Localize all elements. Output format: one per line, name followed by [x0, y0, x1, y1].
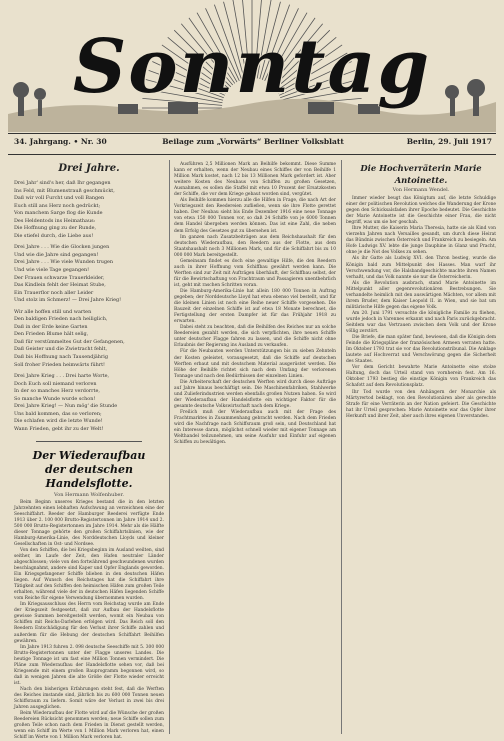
- column-rule: [169, 160, 170, 734]
- issue-info-bar: [14, 137, 492, 151]
- paragraph: Als die Revolution ausbrach, stand Marie Antoinette im Mittelpunkt aller gegenrevolutionären Bestrebungen. Sie verhandelte heimlich mit den auswärtigen Mächten, vor allem mit ihrem Bruder, dem Kaiser Leopold II. in Wien, und sie bat um militärische Hilfe gegen das eigene Volk.: [346, 281, 496, 311]
- article-body: [14, 500, 164, 741]
- poem-line: Und wie viele Tage gegangen!: [14, 267, 164, 275]
- poem-line: Doch Euch soll niemand verloren: [14, 381, 164, 389]
- poem-line: Drei Jahre . . . Wie viele Wunden trugen: [14, 259, 164, 267]
- issue-number: 34. Jahrgang. • Nr. 30: [14, 137, 107, 146]
- poem-line: So manche Wunde wurde schon!: [14, 396, 164, 404]
- poem-line: Und wie die Jahre sind gegangen!: [14, 252, 164, 260]
- paragraph: Dabei steht zu beachten, daß die Beihilfen des Reiches nur an solche Reedereien gezahlt werden, die sich verpflichten, ihre neuen Schiffe unter deutscher Flagge fahren zu lassen, und die Schiffe nicht ohne Erlaubnis der Regierung ins Ausland zu verkaufen.: [174, 325, 336, 349]
- poem-line: Daß bis Hoffnung nach Tausendjährig: [14, 354, 164, 362]
- poem-line: Ins Feld, mit Blumenstrauß geschmückt,: [14, 188, 164, 196]
- column-right: [346, 162, 496, 732]
- column-left: [14, 162, 164, 732]
- poem-line: Daß wir voll Furcht und voll Bangen: [14, 195, 164, 203]
- paragraph: Am 20. Juni 1791 versuchte die königliche Familie zu fliehen, wurde jedoch in Varennes erkannt und nach Paris zurückgebracht. Seitdem war das Vertrauen zwischen dem Volk und der Krone völlig zerstört.: [346, 311, 496, 335]
- poem-line: Der Frauen schwarze Trauerkleider,: [14, 275, 164, 283]
- poem-line: Von manchem Sarge flog die Kunde: [14, 210, 164, 218]
- paragraph: Als Beihilfe kommen hierzu alle die Hilfen in Frage, die nach Art der Vorkriegszeit den Reedereien zufließen, wenn sie ihre Flotte gerettet haben. Der Neubau sieht bis Ende Dezember 1916 eine neue Tonnage von etwa 150 000 Tonnen vor, so daß 24 Schiffe von je 6000 Tonnen dem Handel übergeben werden können. Das ist eine Zahl, die neben dem Erfolg des Gesetzes gut zu übersehen ist.: [174, 198, 336, 234]
- paragraph: Ihre Mutter, die Kaiserin Maria Theresia, hatte sie als Kind von vierzehn Jahren nach Versailles gesandt, um durch diese Heirat das Bündnis zwischen Österreich und Frankreich zu besiegeln. Am Hofe Ludwigs XV. lebte die junge Dauphine in Glanz und Pracht, ohne je die Not des Volkes zu sehen.: [346, 226, 496, 256]
- paragraph: Nach den bisherigen Erfahrungen steht fest, daß die Werften des Reiches imstande sind, jährlich bis zu 600 000 Tonnen neuen Schiffsraum zu liefern. Somit wäre der Verlust in zwei bis drei Jahren ausgeglichen.: [14, 687, 164, 711]
- article-byline: Von Hermann Wolfenhuber.: [14, 491, 164, 500]
- poem-line: Uns bald kommen, das so verloren;: [14, 411, 164, 419]
- poem-line: Daß in der Erde keine Garten: [14, 324, 164, 332]
- poem-line: Ein Trauerflor noch aller Leider: [14, 290, 164, 298]
- poem-line: Drei Jahre Krieg . . . Drei harte Worte,: [14, 373, 164, 381]
- poem-line: Soll froher Frieden heimwärts führt!: [14, 362, 164, 370]
- poem-line: Daß Geister und die Zwietracht fehlt,: [14, 346, 164, 354]
- paragraph: Im Kriegsausschluss des Herrn vom Reichstag wurde am Ende der Kriegszeit festgesetzt, daß zur Aufbau der Handelsflotte gewisse Summen bereitgestellt werden, womit ein Neubau von Schiffen mit Reichs-Darlehen erfolgen wird. Das Reich soll den Reedern Entschädigung für den Verlust ihrer Schiffe zahlen und außerdem für die Hebung der deutschen Schiffahrt Beihilfen gewähren.: [14, 602, 164, 644]
- article-headline: Die Hochverräterin Marie Antoinette.: [346, 162, 496, 186]
- poem-line: Drei Jahre Krieg! — Nun mög' die Stunde: [14, 403, 164, 411]
- paragraph: Die Hamburg-Amerika-Linie hat allein 180 000 Tonnen in Auftrag gegeben; der Norddeutsche Lloyd hat etwa ebenso viel bestellt, und für die kleinen Linien ist noch eine Reihe neuer Schiffe vorgesehen. Die Bauzeit der einzelnen Schiffe ist auf etwa 18 Monate berechnet, die Fertigstellung der ersten Dampfer ist für das Frühjahr 1918 zu erwarten.: [174, 289, 336, 325]
- poem-line: Wir alle hoffen still und warten: [14, 309, 164, 317]
- poem-line: Drei Jahre . . . Wie die Glocken jungen: [14, 244, 164, 252]
- paragraph: Im Jahre 1913 fuhren 2. 098 deutsche Seeschiffe mit 5. 300 000 Brutto-Registertonnen unter der Flagge unseres Landes. Die heutige Tonnage ist um fast eine Million Tonnen vermindert. Die Pläne zum Wiederaufbau der Handelsflotte sehen vor, daß bei Kriegsende mit einem großen Bauprogramm begonnen wird, so daß in wenigen Jahren die alte Größe der Flotte wieder erreicht ist.: [14, 645, 164, 687]
- poem-title: Drei Jahre.: [14, 162, 164, 176]
- poem-stanza: [14, 244, 164, 304]
- paragraph: Beim Wiederaufbau der Flotte wird auf die Wünsche der großen Reedereien Rücksicht genommen werden; neue Schiffe sollen zum großen Teile schon nach dem Frieden in Dienst gestellt werden, wenn ein Schiff im Werte von 1 Million Mark verloren hat, einen Schiff im Werte von 1 Million Mark verloren hat.: [14, 711, 164, 741]
- poem-line: Den Frieden Blume hält selig,: [14, 331, 164, 339]
- paragraph: Beim Beginn unseres Krieges bestand die in den letzten Jahrzehnten einen lebhaften Aufschwung an verzeichnen eine der Seeschiffahrt. Reeder der Hamburger Reederei verfügte Ende 1913 über 2. 100 000 Brutto-Registertonnen im Jahre 1914 und 2. 500 000 Brutto-Registertonnen im Jahre 1914. Mehr als die Hälfte dieser Tonnage gehörte den großen Schiffahrtslinien, wie der Hamburg-Amerika-Linie, des Norddeutschen Lloyds und kleiner Gesellschaften in Ost- und Nordsee.: [14, 500, 164, 548]
- paragraph: Für die Neubauten werden Unterstützungen bis zu sieben Zehnteln der Kosten geleistet, vorausgesetzt, daß die Schiffe auf deutschen Werften erbaut und mit deutschem Material ausgerüstet werden. Die Höhe der Beihilfe richtet sich nach dem Umfang der verlorenen Tonnage und nach den Bedürfnissen der einzelnen Linien.: [174, 349, 336, 379]
- poem-line: Den baldigen Frieden nach heiliglich,: [14, 316, 164, 324]
- poem-line: Des Heldentods ins Heimathaus:: [14, 218, 164, 226]
- poem-line: Die schlafen wird die letzte Wunde!: [14, 418, 164, 426]
- supplement-line: Beilage zum „Vorwärts“ Berliner Volksblatt: [14, 137, 492, 146]
- article-headline-2: der deutschen Handelsflotte.: [14, 463, 164, 491]
- poem-stanza: [14, 180, 164, 240]
- paragraph: Ausführen 2,5 Millionen Mark an Beihilfe bekommt. Diese Summe kann er erhalten, wenn der Neubau eines Schiffes der von Beihilfe 1 Million Mark kostet, nach 12 bis 13 Millionen Mark gefordert ist. Aber weitere Kosten des Neubaus von Schiffen zu großen Gesetzen, Ausnahmen, es sollen die Staffel mit etwa 10 Prozent der Ersatzkosten der Schiffe, die vor dem Kriege gebaut worden sind, vergütet.: [174, 162, 336, 198]
- paragraph: Als ihr Gatte als Ludwig XVI. den Thron bestieg, wurde die Königin bald zum Mittelpunkt des Hasses. Man warf ihr Verschwendung vor, die Halsbandgeschichte machte ihren Namen verhaßt, und das Volk nannte sie nur die Österreicherin.: [346, 256, 496, 280]
- article-body: [346, 196, 496, 420]
- paragraph: Ihr Tod wurde von den Anhängern der Monarchie als Märtyrertod beklagt, von den Revolutionären aber als gerechte Strafe für eine Verräterin an der Nation gefeiert. Die Geschichte hat ihr Urteil gesprochen: Marie Antoinette war das Opfer ihrer Herkunft und ihrer Zeit, aber auch ihres eigenen Unverstandes.: [346, 390, 496, 420]
- paragraph: Immer wieder beugt das Königtum auf, die letzte Schuldige einer der politischen Revolution welches die Wanderung der Krone gegen den Schicksalsfaden ihrer Epoche bedeutet. Die Geschichte der Marie Antoinette ist die Geschichte einer Frau, die nicht begriff, was um sie her geschah.: [346, 196, 496, 226]
- column-rule: [341, 160, 342, 734]
- article-byline: Von Hermann Wendel.: [346, 186, 496, 194]
- header-rule-top: [8, 133, 496, 134]
- paragraph: Die Arbeiterschaft der deutschen Werften wird durch diese Aufträge auf Jahre hinaus beschäftigt sein. Die Maschinenfabriken, Stahlwerke und Zulieferindustrien werden ebenfalls großen Nutzen haben. So wird der Wiederaufbau der Handelsflotte ein wichtiger Faktor für die gesamte deutsche Volkswirtschaft nach dem Kriege.: [174, 380, 336, 410]
- poem-line: Euch still ans Herz noch gedrückt;: [14, 203, 164, 211]
- poem-line: Drei Jahr' sind's her, daß Ihr gegangen: [14, 180, 164, 188]
- paragraph: Im ganzen nach Zusatzbeiträgen aus dem Reichshaushalt für den deutschen Wiederaufbau, den Reedern aus der Flotte, aus dem Staatshaushalt noch 3 Millionen Mark, und für die Schiffahrt bis zu 10 000 000 Mark bereitgestellt.: [174, 235, 336, 259]
- header-rule-bottom: [8, 154, 496, 155]
- poem-line: Und stolz im Schmerz! — Drei Jahre Krieg!: [14, 297, 164, 305]
- poem-stanza: [14, 309, 164, 369]
- issue-date: Berlin, 29. Juli 1917: [407, 137, 492, 146]
- section-divider: [36, 441, 142, 442]
- column-middle: [174, 162, 336, 732]
- paragraph: Freilich muß der Wiederaufbau auch mit der Frage des Frachtmarktes in Zusammenhang gebracht werden. Nach dem Frieden wird die Nachfrage nach Schiffsraum groß sein, und Deutschland hat ein Interesse daran, möglichst schnell wieder mit eigener Tonnage am Welthandel teilzunehmen, um seine Ausfuhr und Einfuhr auf eigenen Schiffen zu bewältigen.: [174, 410, 336, 446]
- poem-line: Wann Frieden, gebt ihr zu der Welt!: [14, 426, 164, 434]
- masthead: [8, 4, 496, 132]
- poem-line: Die stiefel durch, die Liebe aus!: [14, 233, 164, 241]
- masthead-title: Sonntag: [8, 24, 496, 110]
- poem-stanza: [14, 373, 164, 433]
- paragraph: Von den Schiffen, die bei Kriegsbeginn im Ausland weilten, sind seither, im Laufe der Zeit, den Hafen neutraler Länder abgeschlossen; viele von den fortwährend geschwundenen wurden beschlagnahmt, andere sind Kaper und Opfer Englands geworden. Ein Kriegsgefangener Schiffe blieben in den deutschen Häfen liegen. Auf Wunsch des Reichstages hat die Schiffahrt ihre Tätigkeit auf den Schiffen den heimischen Häfen zum großen Teile erhalten, während viele der in deutschen Häfen liegenden Schiffe vom Reiche für eigene Verwendung übernommen wurden.: [14, 548, 164, 602]
- poem-line: Das Kindlein fehlt der Heimat Stube,: [14, 282, 164, 290]
- paragraph: Gemeinsam findet es doch eine gewaltige Hilfe, die den Reedern auch in ihrer Hoffnung vom Schiffbau gewährt werden kann. Die Werften sind zur Zeit mit Aufträgen überhäuft, der Schiffbau selbst, der für die Bewirtschaftung von Frachtraum und Passagieren unentbehrlich ist, geht mit raschen Schritten voran.: [174, 259, 336, 289]
- poem-body: [14, 180, 164, 434]
- poem-line: In der so manches Herz verdorrte,: [14, 388, 164, 396]
- paragraph: Die Briefe, die man später fand, bewiesen, daß die Königin dem Feinde die Kriegspläne der französischen Armeen verraten hatte. Im Oktober 1793 trat sie vor das Revolutionstribunal. Die Anklage lautete auf Hochverrat und Verschwörung gegen die Sicherheit des Staates.: [346, 335, 496, 365]
- paragraph: Vor dem Gericht bewahrte Marie Antoinette eine stolze Haltung, doch das Urteil stand von vornherein fest. Am 16. Oktober 1793 bestieg die einstige Königin von Frankreich das Schafott auf dem Revolutionsplatz.: [346, 365, 496, 389]
- article-headline: Der Wiederaufbau: [14, 449, 164, 463]
- poem-line: Die Hoffnung ging zu der Runde,: [14, 225, 164, 233]
- poem-line: Daß für verstümmeltes Gut der Gefangenen,: [14, 339, 164, 347]
